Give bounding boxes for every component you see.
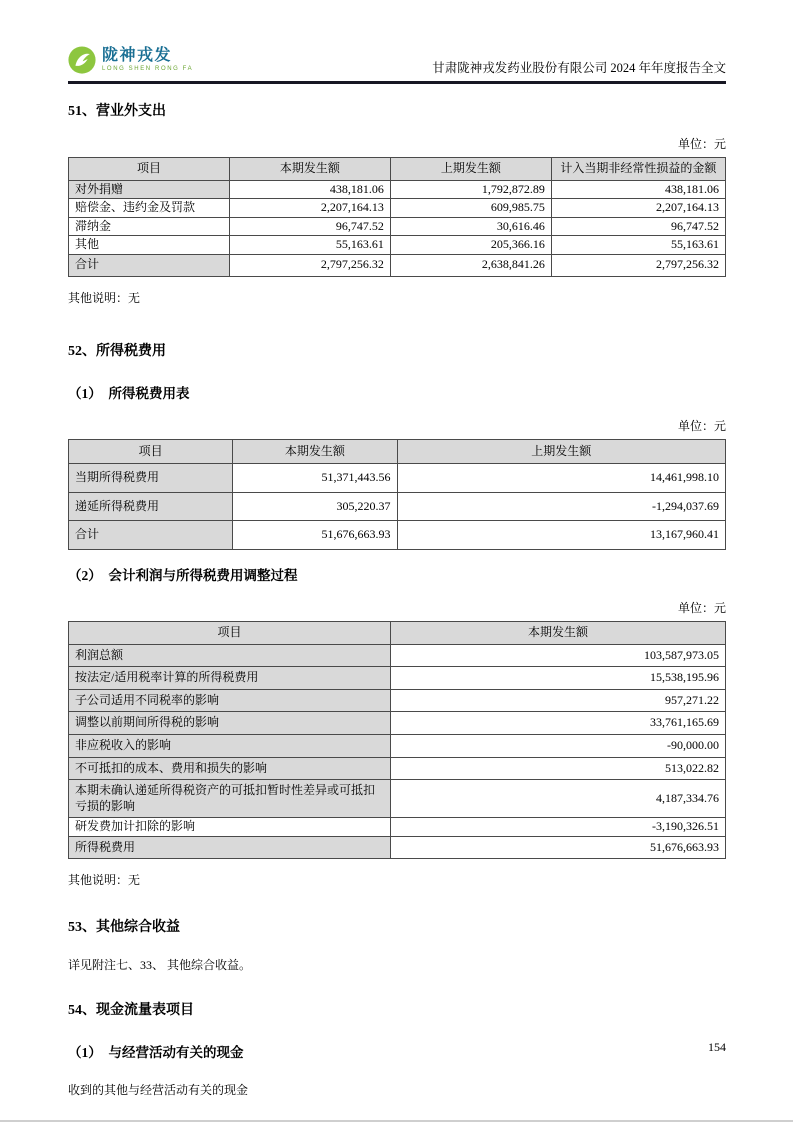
row-label-cell: 合计 bbox=[69, 254, 230, 276]
value-cell: 305,220.37 bbox=[233, 492, 397, 521]
value-cell: 205,366.16 bbox=[390, 236, 551, 255]
table-row bbox=[69, 667, 726, 690]
col-header: 本期发生额 bbox=[233, 439, 397, 464]
value-cell: 51,676,663.93 bbox=[390, 836, 725, 859]
section-54-heading: 54、现金流量表项目 bbox=[68, 1003, 194, 1019]
table-row bbox=[69, 492, 726, 521]
table-header-row bbox=[69, 439, 726, 464]
table-row bbox=[69, 236, 726, 255]
col-header: 本期发生额 bbox=[390, 621, 725, 644]
table-total-row bbox=[69, 254, 726, 276]
section-51-heading: 51、营业外支出 bbox=[68, 104, 166, 119]
col-header: 计入当期非经常性损益的金额 bbox=[551, 158, 725, 181]
value-cell: 1,792,872.89 bbox=[390, 180, 551, 199]
section-53-body: 详见附注七、33、 其他综合收益。 bbox=[68, 958, 252, 973]
section-54-body: 收到的其他与经营活动有关的现金 bbox=[68, 1083, 249, 1098]
section-53-heading: 53、其他综合收益 bbox=[68, 920, 180, 936]
value-cell: 2,797,256.32 bbox=[551, 254, 725, 276]
section-52-heading: 52、所得税费用 bbox=[68, 343, 166, 359]
value-cell: 2,797,256.32 bbox=[229, 254, 390, 276]
value-cell: -3,190,326.51 bbox=[390, 818, 725, 837]
table-row bbox=[69, 180, 726, 199]
logo-text bbox=[102, 48, 193, 72]
value-cell: 103,587,973.05 bbox=[390, 644, 725, 667]
table-total-row bbox=[69, 521, 726, 550]
value-cell: 55,163.61 bbox=[551, 236, 725, 255]
table-row bbox=[69, 644, 726, 667]
value-cell: 4,187,334.76 bbox=[390, 780, 725, 818]
row-label-cell: 本期未确认递延所得税资产的可抵扣暂时性差异或可抵扣亏损的影响 bbox=[69, 780, 391, 818]
row-label-cell: 合计 bbox=[69, 521, 233, 550]
value-cell: 55,163.61 bbox=[229, 236, 390, 255]
table-row bbox=[69, 780, 726, 818]
non-operating-expenses-table bbox=[68, 157, 726, 277]
table-row bbox=[69, 217, 726, 236]
value-cell: 957,271.22 bbox=[390, 689, 725, 712]
col-header: 项目 bbox=[69, 621, 391, 644]
value-cell: 2,207,164.13 bbox=[229, 199, 390, 218]
table-row bbox=[69, 757, 726, 780]
table-row bbox=[69, 818, 726, 837]
table-row bbox=[69, 199, 726, 218]
value-cell: 438,181.06 bbox=[229, 180, 390, 199]
unit-label-51: 单位：元 bbox=[677, 137, 726, 151]
col-header: 上期发生额 bbox=[390, 158, 551, 181]
value-cell: 609,985.75 bbox=[390, 199, 551, 218]
row-label-cell: 所得税费用 bbox=[69, 836, 391, 859]
value-cell: 51,371,443.56 bbox=[233, 464, 397, 493]
value-cell: 13,167,960.41 bbox=[397, 521, 726, 550]
logo-icon bbox=[68, 46, 96, 74]
table-header-row bbox=[69, 621, 726, 644]
income-tax-expense-table bbox=[68, 439, 726, 550]
table-header-row bbox=[69, 158, 726, 181]
brand-name-cn: 陇神戎发 bbox=[102, 47, 173, 64]
value-cell: 513,022.82 bbox=[390, 757, 725, 780]
row-label-cell: 研发费加计扣除的影响 bbox=[69, 818, 391, 837]
other-note-52: 其他说明：无 bbox=[68, 873, 141, 888]
row-label-cell: 滞纳金 bbox=[69, 217, 230, 236]
row-label-cell: 调整以前期间所得税的影响 bbox=[69, 712, 391, 735]
value-cell: 2,638,841.26 bbox=[390, 254, 551, 276]
value-cell: 51,676,663.93 bbox=[233, 521, 397, 550]
unit-label-52-2: 单位：元 bbox=[677, 600, 726, 615]
value-cell: 14,461,998.10 bbox=[397, 464, 726, 493]
row-label-cell: 利润总额 bbox=[69, 644, 391, 667]
company-logo bbox=[68, 46, 193, 74]
page-header bbox=[68, 46, 726, 76]
col-header: 上期发生额 bbox=[397, 439, 726, 464]
row-label-cell: 按法定/适用税率计算的所得税费用 bbox=[69, 667, 391, 690]
table-row bbox=[69, 734, 726, 757]
col-header: 项目 bbox=[69, 158, 230, 181]
row-label-cell: 当期所得税费用 bbox=[69, 464, 233, 493]
unit-label-52-1: 单位：元 bbox=[677, 418, 726, 433]
col-header: 项目 bbox=[69, 439, 233, 464]
row-label-cell: 子公司适用不同税率的影响 bbox=[69, 689, 391, 712]
other-note-51: 其他说明：无 bbox=[68, 290, 141, 305]
value-cell: 438,181.06 bbox=[551, 180, 725, 199]
value-cell: -90,000.00 bbox=[390, 734, 725, 757]
section-52-sub2-heading: （2） 会计利润与所得税费用调整过程 bbox=[68, 567, 298, 583]
brand-name-en: LONG SHEN RONG FA bbox=[102, 66, 194, 72]
value-cell: 33,761,165.69 bbox=[390, 712, 725, 735]
section-52-sub1-heading: （1） 所得税费用表 bbox=[68, 385, 190, 401]
value-cell: 96,747.52 bbox=[551, 217, 725, 236]
document-title: 甘肃陇神戎发药业股份有限公司 2024 年年度报告全文 bbox=[432, 61, 726, 75]
row-label-cell: 其他 bbox=[69, 236, 230, 255]
value-cell: 15,538,195.96 bbox=[390, 667, 725, 690]
row-label-cell: 非应税收入的影响 bbox=[69, 734, 391, 757]
row-label-cell: 赔偿金、违约金及罚款 bbox=[69, 199, 230, 218]
value-cell: 2,207,164.13 bbox=[551, 199, 725, 218]
section-54-sub1-heading: （1） 与经营活动有关的现金 bbox=[68, 1045, 244, 1061]
header-divider bbox=[68, 81, 726, 84]
row-label-cell: 递延所得税费用 bbox=[69, 492, 233, 521]
table-row bbox=[69, 689, 726, 712]
table-row bbox=[69, 712, 726, 735]
col-header: 本期发生额 bbox=[229, 158, 390, 181]
value-cell: 96,747.52 bbox=[229, 217, 390, 236]
value-cell: -1,294,037.69 bbox=[397, 492, 726, 521]
table-row bbox=[69, 464, 726, 493]
page-number: 154 bbox=[708, 1040, 726, 1054]
tax-reconciliation-table bbox=[68, 621, 726, 860]
table-total-row bbox=[69, 836, 726, 859]
value-cell: 30,616.46 bbox=[390, 217, 551, 236]
row-label-cell: 不可抵扣的成本、费用和损失的影响 bbox=[69, 757, 391, 780]
row-label-cell: 对外捐赠 bbox=[69, 180, 230, 199]
